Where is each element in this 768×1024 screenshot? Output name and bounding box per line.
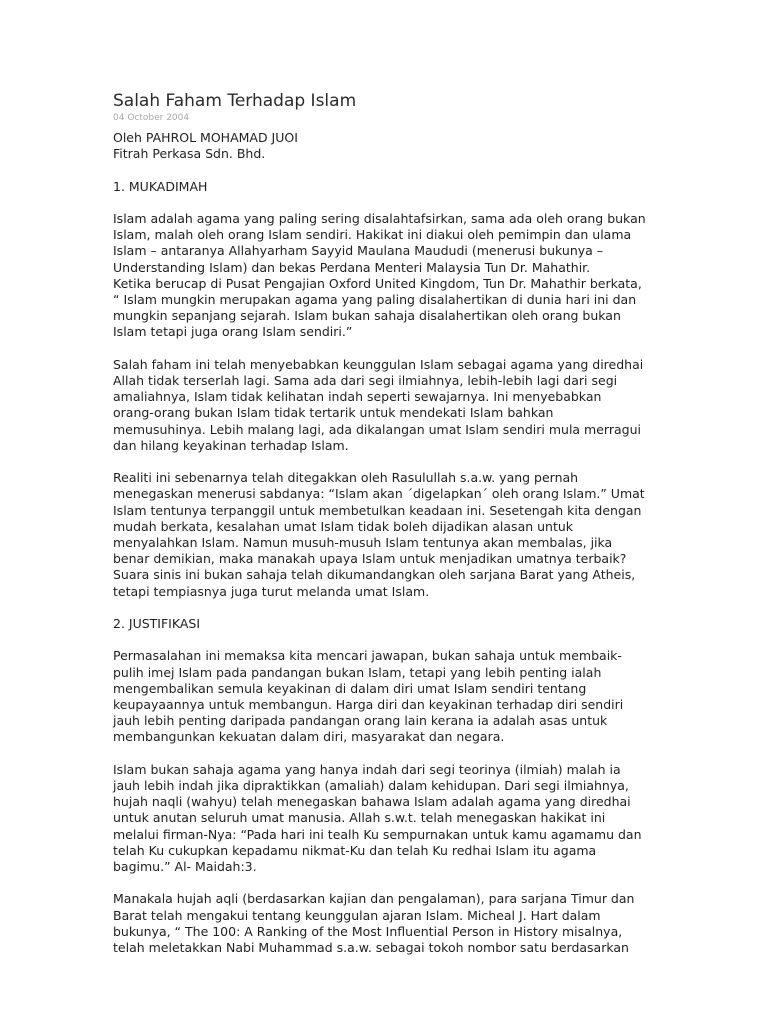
text-line: mungkin sepanjang sejarah. Islam bukan sahaja disalahertikan oleh orang bukan: [113, 308, 621, 324]
text-line: Islam tentunya terpanggil untuk membetulkan keadaan ini. Sesetengah kita dengan: [113, 502, 642, 518]
text-line: bagimu.” Al- Maidah:3.: [113, 859, 257, 875]
text-line: memusuhinya. Lebih malang lagi, ada dikalangan umat Islam sendiri mula merragui: [113, 421, 641, 437]
text-line: Islam – antaranya Allahyarham Sayyid Maulana Maududi (menerusi bukunya –: [113, 243, 604, 259]
text-line: 2. JUSTIFIKASI: [113, 616, 201, 632]
paragraph: [113, 648, 658, 745]
paragraph-gap: [113, 746, 658, 762]
paragraph-gap: [113, 454, 658, 470]
text-line: hujah naqli (wahyu) telah menegaskan bahawa Islam adalah agama yang diredhai: [113, 794, 631, 810]
text-line: amaliahnya, Islam tidak kelihatan indah seperti sewajarnya. Ini menyebabkan: [113, 389, 602, 405]
paragraph-gap: [113, 341, 658, 357]
paragraph: [113, 762, 658, 875]
section-heading: [113, 616, 658, 632]
text-line: mudah berkata, kesalahan umat Islam tidak boleh dijadikan alasan untuk: [113, 518, 574, 534]
text-line: melalui firman-Nya: “Pada hari ini tealh Ku sempurnakan untuk kamu agamamu dan: [113, 826, 642, 842]
text-line: telah meletakkan Nabi Muhammad s.a.w. sebagai tokoh nombor satu berdasarkan: [113, 940, 629, 956]
paragraph-gap: [113, 632, 658, 648]
text-line: jauh lebih penting daripada pandangan orang lain kerana ia adalah asas untuk: [113, 713, 608, 729]
paragraph: [113, 211, 658, 341]
text-line: pulih imej Islam pada pandangan bukan Islam, tetapi yang lebih penting ialah: [113, 664, 602, 680]
text-line: Islam adalah agama yang paling sering disalahtafsirkan, sama ada oleh orang bukan: [113, 210, 646, 226]
text-line: bukunya, “ The 100: A Ranking of the Most Influential Person in History misalnya,: [113, 923, 623, 939]
text-line: membangunkan kekuatan dalam diri, masyarakat dan negara.: [113, 729, 505, 745]
text-line: Islam bukan sahaja agama yang hanya indah dari segi teorinya (ilmiah) malah ia: [113, 761, 621, 777]
text-line: “ Islam mungkin merupakan agama yang paling disalahertikan di dunia hari ini dan: [113, 292, 637, 307]
text-line: Islam tetapi juga orang Islam sendiri.”: [113, 324, 353, 340]
text-line: Barat telah mengakui tentang keunggulan ajaran Islam. Micheal J. Hart dalam: [113, 907, 601, 923]
text-line: Islam, malah oleh orang Islam sendiri. Hakikat ini diakui oleh pemimpin dan ulama: [113, 227, 632, 243]
text-line: 1. MUKADIMAH: [113, 178, 208, 194]
text-line: telah Ku cukupkan kepadamu nikmat-Ku dan telah Ku redhai Islam itu agama: [113, 842, 597, 858]
document-page: [113, 90, 658, 956]
publisher-line: Fitrah Perkasa Sdn. Bhd.: [113, 146, 266, 162]
text-line: menyalahkan Islam. Namun musuh-musuh Islam tentunya akan membalas, jika: [113, 535, 613, 551]
text-line: Salah faham ini telah menyebabkan keunggulan Islam sebagai agama yang diredhai: [113, 356, 644, 372]
text-line: Realiti ini sebenarnya telah ditegakkan oleh Rasulullah s.a.w. yang pernah: [113, 470, 579, 486]
text-line: jauh lebih indah jika dipraktikkan (amaliah) dalam kehidupan. Dari segi ilmiahnya,: [113, 778, 629, 794]
text-line: untuk anutan seluruh umat manusia. Allah s.w.t. telah menegaskan hakikat ini: [113, 810, 606, 826]
paragraph: [113, 891, 658, 956]
paragraph-gap: [113, 195, 658, 211]
section-heading: [113, 179, 658, 195]
text-line: Manakala hujah aqli (berdasarkan kajian dan pengalaman), para sarjana Timur dan: [113, 891, 635, 907]
author-line: Oleh PAHROL MOHAMAD JUOI: [113, 130, 298, 145]
text-line: dan hilang keyakinan terhadap Islam.: [113, 437, 349, 453]
text-line: Permasalahan ini memaksa kita mencari jawapan, bukan sahaja untuk membaik-: [113, 648, 622, 664]
paragraph: [113, 470, 658, 600]
article-body: [113, 179, 658, 957]
author-block: [113, 130, 658, 162]
text-line: menegaskan menerusi sabdanya: “Islam akan ´digelapkan´ oleh orang Islam.” Umat: [113, 486, 645, 502]
text-line: Allah tidak terserlah lagi. Sama ada dari segi ilmiahnya, lebih-lebih lagi dari segi: [113, 373, 618, 388]
article-title: Salah Faham Terhadap Islam: [113, 91, 357, 111]
text-line: benar demikian, maka manakah upaya Islam untuk menjadikan umatnya terbaik?: [113, 551, 627, 567]
text-line: mengembalikan semula keyakinan di dalam diri umat Islam sendiri tentang: [113, 680, 587, 696]
text-line: tetapi tempiasnya juga turut melanda umat Islam.: [113, 583, 430, 599]
text-line: Understanding Islam) dan bekas Perdana Menteri Malaysia Tun Dr. Mahathir.: [113, 259, 591, 275]
text-line: orang-orang bukan Islam tidak tertarik untuk mendekati Islam bahkan: [113, 405, 554, 421]
text-line: Suara sinis ini bukan sahaja telah dikumandangkan oleh sarjana Barat yang Atheis,: [113, 567, 636, 583]
paragraph-gap: [113, 875, 658, 891]
text-line: Ketika berucap di Pusat Pengajian Oxford United Kingdom, Tun Dr. Mahathir berkata,: [113, 275, 642, 291]
paragraph-gap: [113, 600, 658, 616]
article-date: 04 October 2004: [113, 113, 190, 123]
text-line: keupayaannya untuk membangun. Harga diri dan keyakinan terhadap diri sendiri: [113, 697, 624, 713]
paragraph: [113, 357, 658, 454]
